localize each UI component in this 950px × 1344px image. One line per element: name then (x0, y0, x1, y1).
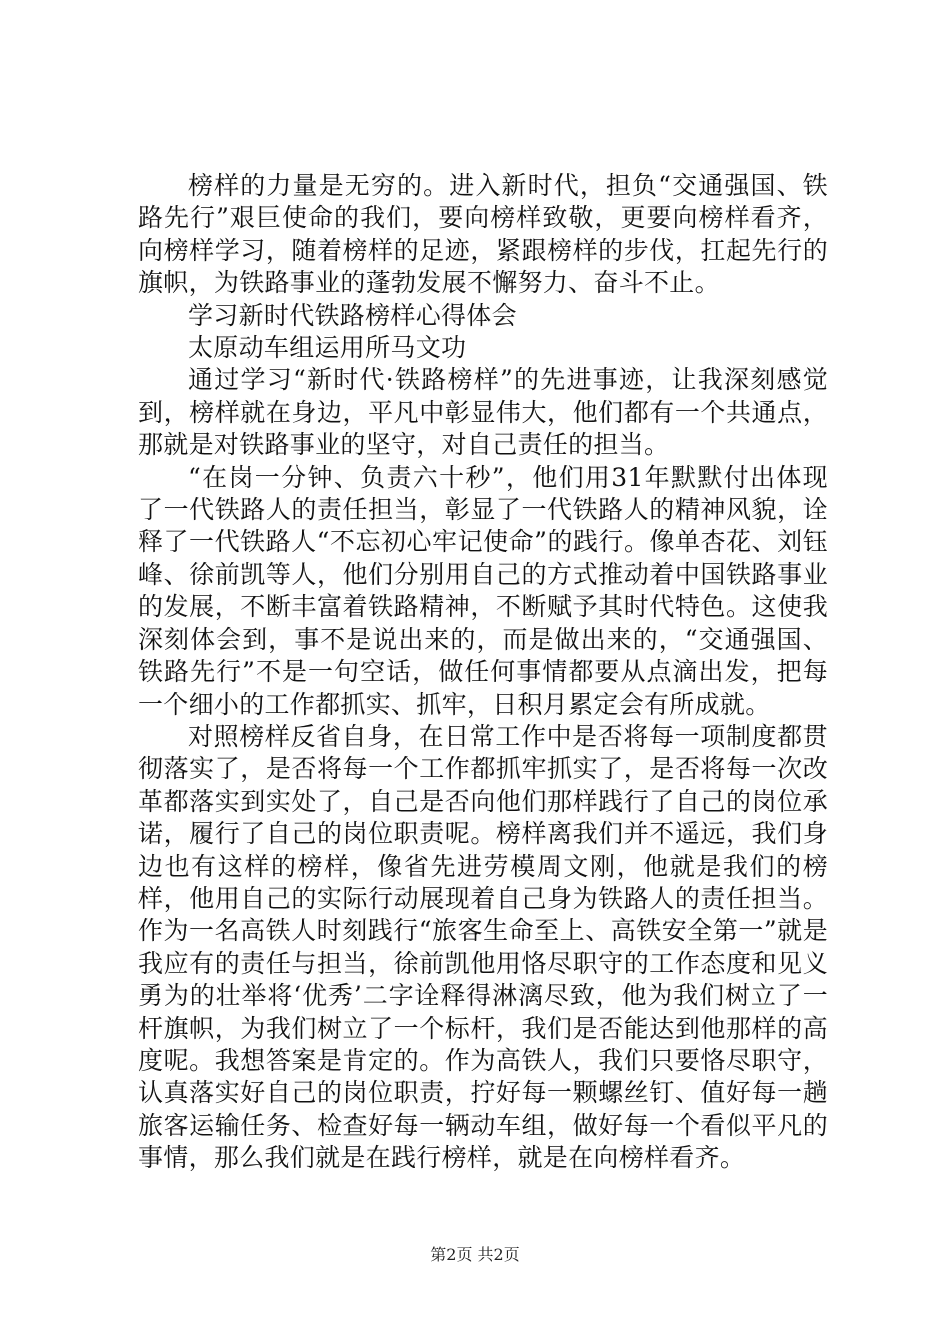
paragraph-intro: 通过学习“新时代·铁路榜样”的先进事迹，让我深刻感觉到，榜样就在身边，平凡中彰显伟大，他们都有一个共通点，那就是对铁路事业的坚守，对自己责任的担当。 (138, 365, 828, 460)
paragraph-closing-remarks: 榜样的力量是无穷的。进入新时代，担负“交通强国、铁路先行”艰巨使命的我们，要向榜样致敬，更要向榜样看齐，向榜样学习，随着榜样的足迹，紧跟榜样的步伐，扛起先行的旗帜，为铁路事业的蓬勃发展不懈努力、奋斗不止。 (138, 171, 828, 298)
article-author: 太原动车组运用所马文功 (188, 333, 467, 363)
document-body (138, 170, 828, 1175)
page-number-footer: 第2页 共2页 (430, 1245, 520, 1264)
paragraph-reflection: 对照榜样反省自身，在日常工作中是否将每一项制度都贯彻落实了，是否将每一个工作都抓牢抓实了，是否将每一次改革都落实到实处了，自己是否向他们那样践行了自己的岗位承诺，履行了自己的岗位职责呢。榜样离我们并不遥远，我们身边也有这样的榜样，像省先进劳模周文刚，他就是我们的榜样，他用自己的实际行动展现着自己身为铁路人的责任担当。作为一名高铁人时刻践行“旅客生命至上、高铁安全第一”就是我应有的责任与担当，徐前凯他用恪尽职守的工作态度和见义勇为的壮举将‘优秀’二字诠释得淋漓尽致，他为我们树立了一杆旗帜，为我们树立了一个标杆，我们是否能达到他那样的高度呢。我想答案是肯定的。作为高铁人，我们只要恪尽职守，认真落实好自己的岗位职责，拧好每一颗螺丝钉、值好每一趟旅客运输任务、检查好每一辆动车组，做好每一个看似平凡的事情，那么我们就是在践行榜样，就是在向榜样看齐。 (138, 721, 828, 1173)
article-title: 学习新时代铁路榜样心得体会 (188, 300, 517, 330)
paragraph-responsibility: “在岗一分钟、负责六十秒”，他们用31年默默付出体现了一代铁路人的责任担当，彰显了一代铁路人的精神风貌，诠释了一代铁路人“不忘初心牢记使命”的践行。像单杏花、刘钰峰、徐前凯等人，他们分别用自己的方式推动着中国铁路事业的发展，不断丰富着铁路精神，不断赋予其时代特色。这使我深刻体会到，事不是说出来的，而是做出来的，“交通强国、铁路先行”不是一句空话，做任何事情都要从点滴出发，把每一个细小的工作都抓实、抓牢，日积月累定会有所成就。 (138, 462, 828, 719)
